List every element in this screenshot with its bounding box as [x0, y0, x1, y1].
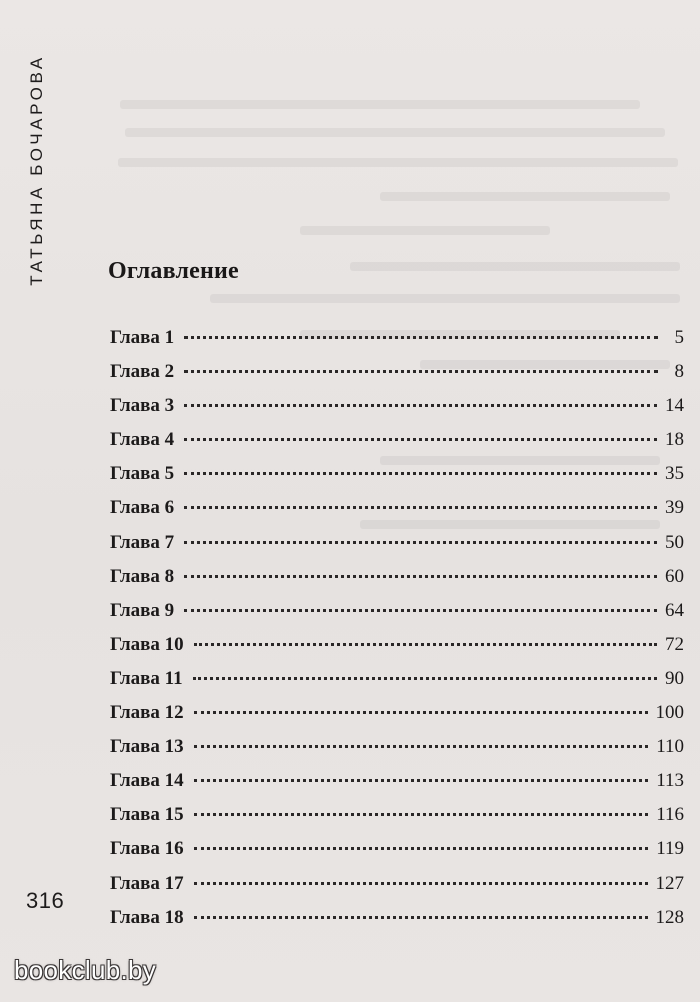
- toc-entry: [110, 730, 684, 764]
- toc-entry-label: Глава 3: [110, 395, 175, 417]
- running-head-text: ТАТЬЯНА БОЧАРОВА: [27, 54, 46, 286]
- toc-entry-label: Глава 10: [110, 633, 184, 655]
- toc-entry: [110, 594, 684, 628]
- toc-entry-page: 100: [655, 702, 684, 724]
- toc-entry-page: 64: [665, 599, 684, 621]
- toc-entry-page: 72: [665, 633, 684, 655]
- leader-dots: [184, 540, 657, 544]
- toc-entry: [110, 355, 684, 389]
- toc-entry: [110, 491, 684, 525]
- toc-entry-label: Глава 16: [110, 838, 184, 860]
- toc-entry-label: Глава 13: [110, 736, 184, 758]
- leader-dots: [194, 710, 648, 714]
- toc-entry-page: 18: [665, 429, 684, 451]
- toc-entry-page: 60: [665, 565, 684, 587]
- toc-entry: [110, 696, 684, 730]
- leader-dots: [184, 574, 657, 578]
- toc-entry-label: Глава 8: [110, 565, 175, 587]
- toc-entry-page: 39: [665, 497, 684, 519]
- watermark-text: bookclub.by: [14, 955, 157, 985]
- toc-entry-page: 90: [665, 667, 684, 689]
- leader-dots: [184, 505, 657, 509]
- running-head: [22, 30, 52, 310]
- toc-entry-label: Глава 7: [110, 531, 175, 553]
- leader-dots: [184, 471, 657, 475]
- toc-entry: [110, 321, 684, 355]
- toc-entry: [110, 560, 684, 594]
- leader-dots: [184, 403, 657, 407]
- toc-entry-label: Глава 15: [110, 804, 184, 826]
- toc-entry-page: 110: [656, 736, 684, 758]
- table-of-contents: [110, 321, 684, 935]
- toc-entry-page: 116: [656, 804, 684, 826]
- toc-entry-page: 35: [665, 463, 684, 485]
- leader-dots: [194, 778, 649, 782]
- toc-entry-page: 8: [674, 361, 684, 383]
- toc-entry-page: 50: [665, 531, 684, 553]
- leader-dots: [184, 335, 658, 339]
- toc-entry-label: Глава 5: [110, 463, 175, 485]
- toc-entry-label: Глава 6: [110, 497, 175, 519]
- toc-entry: [110, 867, 684, 901]
- toc-entry-label: Глава 14: [110, 770, 184, 792]
- toc-entry-page: 119: [656, 838, 684, 860]
- toc-entry: [110, 389, 684, 423]
- leader-dots: [194, 744, 649, 748]
- leader-dots: [184, 437, 657, 441]
- toc-entry: [110, 798, 684, 832]
- toc-entry: [110, 457, 684, 491]
- toc-entry-page: 128: [655, 906, 684, 928]
- toc-entry-page: 127: [655, 872, 684, 894]
- toc-entry-label: Глава 12: [110, 702, 184, 724]
- toc-entry: [110, 662, 684, 696]
- toc-entry-label: Глава 17: [110, 872, 184, 894]
- page-number: 316: [26, 888, 65, 913]
- leader-dots: [194, 915, 648, 919]
- toc-entry-page: 14: [665, 395, 684, 417]
- toc-entry-label: Глава 9: [110, 599, 175, 621]
- toc-entry: [110, 901, 684, 935]
- toc-entry-page: 5: [674, 327, 684, 348]
- toc-entry-label: Глава 11: [110, 667, 183, 689]
- toc-entry-label: Глава 2: [110, 361, 175, 383]
- leader-dots: [184, 608, 657, 612]
- leader-dots: [194, 812, 649, 816]
- toc-entry-label: Глава 4: [110, 429, 175, 451]
- leader-dots: [194, 881, 648, 885]
- toc-entry-label: Глава 18: [110, 906, 184, 928]
- toc-entry-label: Глава 1: [110, 327, 175, 348]
- toc-entry: [110, 832, 684, 866]
- leader-dots: [184, 369, 658, 373]
- toc-entry-page: 113: [656, 770, 684, 792]
- toc-entry: [110, 526, 684, 560]
- toc-entry: [110, 423, 684, 457]
- leader-dots: [193, 676, 657, 680]
- leader-dots: [194, 846, 649, 850]
- toc-entry: [110, 764, 684, 798]
- toc-entry: [110, 628, 684, 662]
- leader-dots: [194, 642, 657, 646]
- toc-title: Оглавление: [108, 258, 239, 284]
